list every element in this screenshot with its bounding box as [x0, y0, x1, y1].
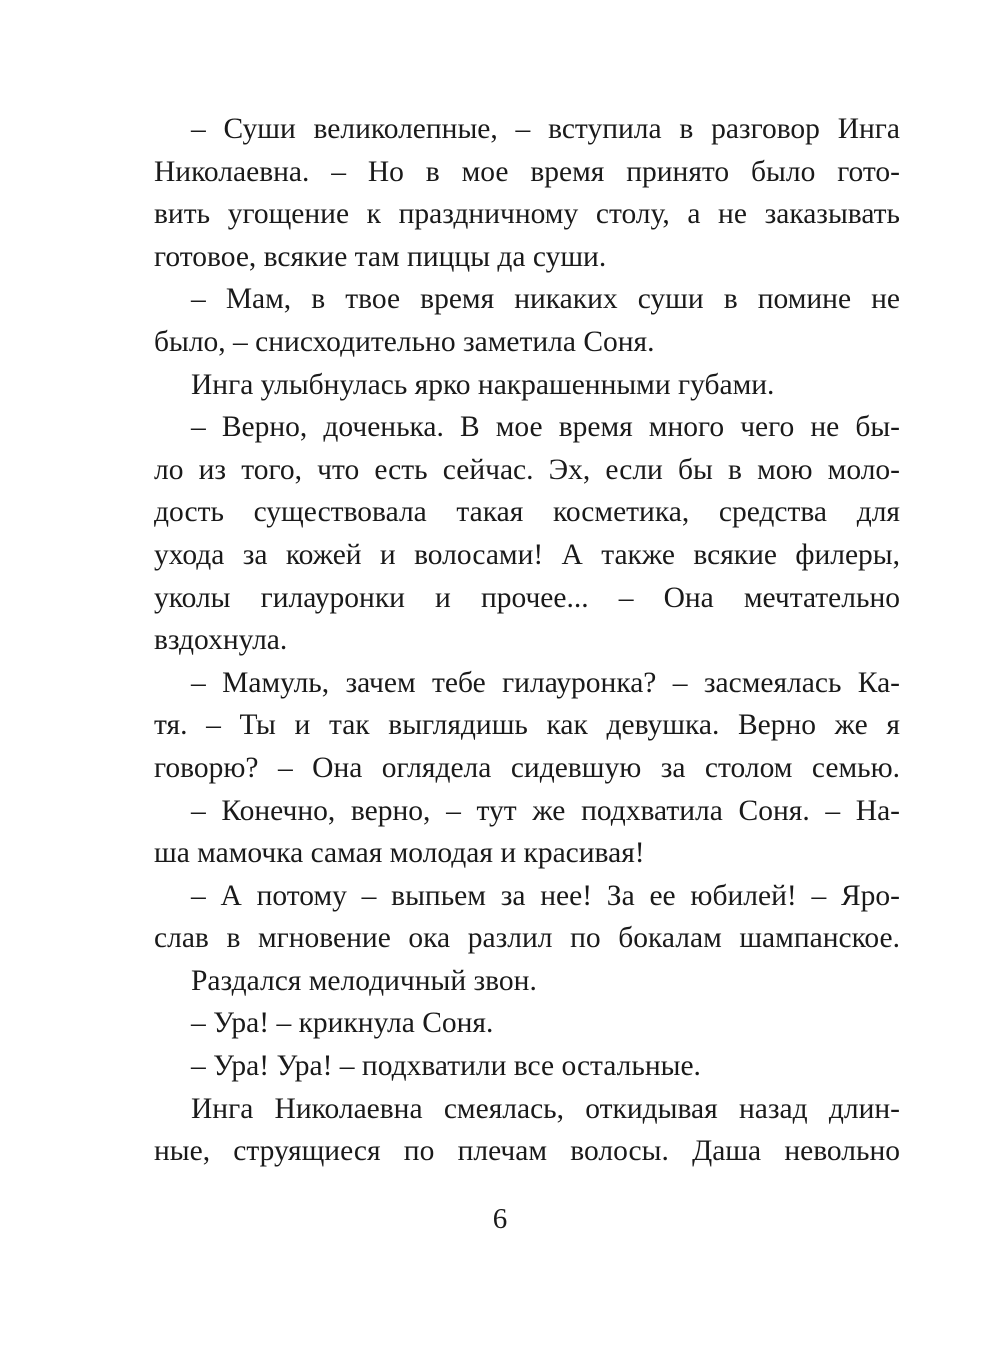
text-line: Инга Николаевна смеялась, откидывая назад длин- [191, 1092, 900, 1125]
text-line: ухода за кожей и волосами! А также всякие филеры, [154, 538, 900, 571]
text-line: готовое, всякие там пиццы да суши. [154, 240, 607, 273]
text-line: ло из того, что есть сейчас. Эх, если бы в мою моло- [154, 453, 900, 486]
text-line: – Мам, в твое время никаких суши в помине не [191, 283, 900, 316]
text-line: вить угощение к праздничному столу, а не заказывать [154, 198, 900, 231]
text-line: – Ура! Ура! – подхватили все остальные. [191, 1050, 701, 1083]
text-line: ша мамочка самая молодая и красивая! [154, 837, 645, 870]
text-line: – Суши великолепные, – вступила в разговор Инга [191, 113, 900, 145]
page-number: 6 [492, 1203, 508, 1235]
text-line: тя. – Ты и так выглядишь как девушка. Верно же я [154, 709, 900, 742]
text-line: – Конечно, верно, – тут же подхватила Соня. – На- [191, 794, 900, 827]
text-line: ные, струящиеся по плечам волосы. Даша невольно [154, 1135, 900, 1168]
text-line: слав в мгновение ока разлил по бокалам шампанское. [154, 922, 900, 955]
body-text [154, 108, 900, 1173]
text-line: Николаевна. – Но в мое время принято было гото- [154, 155, 900, 188]
text-line: говорю? – Она оглядела сидевшую за столом семью. [154, 751, 900, 784]
text-line: было, – снисходительно заметила Соня. [154, 325, 655, 358]
text-line: – Верно, доченька. В мое время много чего не бы- [191, 411, 900, 444]
text-line: Раздался мелодичный звон. [191, 964, 537, 997]
text-line: – Ура! – крикнула Соня. [191, 1007, 494, 1040]
text-line: – Мамуль, зачем тебе гилауронка? – засмеялась Ка- [191, 666, 900, 699]
text-line: дость существовала такая косметика, средства для [154, 496, 900, 529]
text-line: Инга улыбнулась ярко накрашенными губами. [191, 368, 775, 401]
text-line: – А потому – выпьем за нее! За ее юбилей! – Яро- [191, 879, 900, 912]
text-line: уколы гилауронки и прочее... – Она мечтательно [154, 581, 900, 614]
text-line: вздохнула. [154, 624, 288, 657]
